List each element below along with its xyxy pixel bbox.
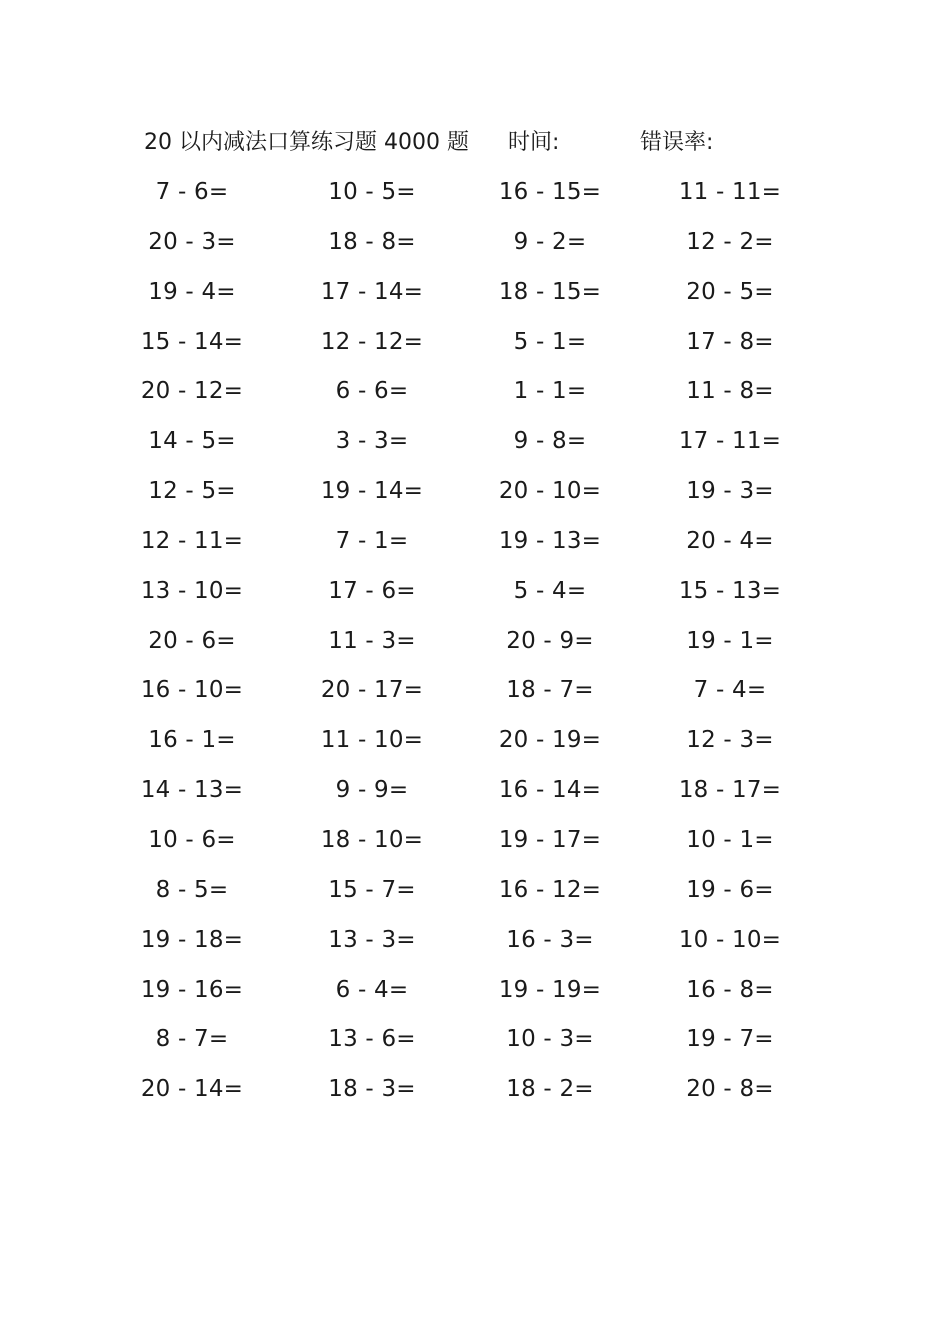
problem-item: 19 - 18=: [140, 926, 244, 953]
worksheet-title: 20 以内减法口算练习题 4000 题: [144, 130, 469, 155]
problem-item: 8 - 5=: [155, 876, 229, 903]
problem-item: 10 - 3=: [506, 1026, 594, 1053]
problem-item: 11 - 3=: [328, 627, 416, 654]
problem-item: 17 - 8=: [686, 328, 774, 355]
problem-row: [0, 274, 950, 324]
problem-item: 12 - 11=: [140, 527, 244, 554]
problem-item: 13 - 10=: [140, 577, 244, 604]
problem-item: 18 - 3=: [328, 1076, 416, 1103]
problem-item: 20 - 10=: [498, 478, 602, 505]
problem-item: 7 - 4=: [693, 677, 767, 704]
problem-row: [0, 324, 950, 374]
problem-item: 9 - 8=: [513, 428, 587, 455]
problem-item: 15 - 14=: [140, 328, 244, 355]
problem-item: 19 - 4=: [148, 278, 236, 305]
problem-item: 20 - 8=: [686, 1076, 774, 1103]
problem-item: 16 - 15=: [498, 179, 602, 205]
problem-item: 19 - 16=: [140, 976, 244, 1003]
problem-item: 16 - 1=: [148, 727, 236, 754]
problem-item: 18 - 2=: [506, 1076, 594, 1103]
problem-item: 7 - 6=: [155, 179, 229, 205]
problem-row: [0, 373, 950, 423]
problem-item: 19 - 14=: [320, 478, 424, 505]
problem-item: 19 - 3=: [686, 478, 774, 505]
problem-item: 20 - 5=: [686, 278, 774, 305]
problem-item: 5 - 4=: [513, 577, 587, 604]
problem-row: [0, 573, 950, 623]
problem-item: 18 - 8=: [328, 228, 416, 255]
problem-item: 10 - 1=: [686, 826, 774, 853]
problem-item: 19 - 17=: [498, 826, 602, 853]
problem-item: 13 - 3=: [328, 926, 416, 953]
problem-item: 8 - 7=: [155, 1026, 229, 1053]
problem-row: [0, 822, 950, 872]
problem-item: 20 - 9=: [506, 627, 594, 654]
problem-item: 19 - 13=: [498, 527, 602, 554]
problem-item: 7 - 1=: [335, 527, 409, 554]
problem-item: 11 - 11=: [678, 179, 782, 205]
problem-row: [0, 224, 950, 274]
problem-item: 20 - 6=: [148, 627, 236, 654]
problem-item: 14 - 5=: [148, 428, 236, 455]
problem-item: 11 - 10=: [320, 727, 424, 754]
problem-item: 19 - 6=: [686, 876, 774, 903]
problem-item: 20 - 17=: [320, 677, 424, 704]
problem-row: [0, 922, 950, 972]
problem-item: 16 - 10=: [140, 677, 244, 704]
problem-item: 1 - 1=: [513, 378, 587, 405]
problem-item: 12 - 12=: [320, 328, 424, 355]
problem-item: 12 - 2=: [686, 228, 774, 255]
problem-item: 5 - 1=: [513, 328, 587, 355]
problem-row: [0, 722, 950, 772]
problem-row: [0, 972, 950, 1022]
problem-item: 18 - 15=: [498, 278, 602, 305]
problem-row: [0, 523, 950, 573]
problem-item: 16 - 8=: [686, 976, 774, 1003]
time-label: 时间:: [508, 130, 560, 155]
problem-item: 15 - 13=: [678, 577, 782, 604]
problem-row: [0, 1021, 950, 1071]
problem-grid: [0, 174, 950, 1121]
problem-item: 14 - 13=: [140, 777, 244, 804]
problem-item: 20 - 19=: [498, 727, 602, 754]
problem-item: 20 - 4=: [686, 527, 774, 554]
problem-item: 20 - 3=: [148, 228, 236, 255]
problem-item: 10 - 10=: [678, 926, 782, 953]
problem-item: 10 - 6=: [148, 826, 236, 853]
problem-item: 15 - 7=: [328, 876, 416, 903]
problem-row: [0, 473, 950, 523]
problem-item: 10 - 5=: [328, 179, 416, 205]
problem-item: 16 - 12=: [498, 876, 602, 903]
problem-item: 20 - 14=: [140, 1076, 244, 1103]
problem-item: 19 - 1=: [686, 627, 774, 654]
problem-row: [0, 423, 950, 473]
problem-item: 17 - 6=: [328, 577, 416, 604]
problem-row: [0, 1071, 950, 1121]
problem-item: 11 - 8=: [686, 378, 774, 405]
problem-item: 17 - 11=: [678, 428, 782, 455]
problem-item: 18 - 7=: [506, 677, 594, 704]
problem-item: 20 - 12=: [140, 378, 244, 405]
problem-item: 13 - 6=: [328, 1026, 416, 1053]
problem-row: [0, 772, 950, 822]
problem-item: 17 - 14=: [320, 278, 424, 305]
problem-row: [0, 623, 950, 673]
problem-item: 6 - 4=: [335, 976, 409, 1003]
problem-item: 12 - 5=: [148, 478, 236, 505]
problem-item: 12 - 3=: [686, 727, 774, 754]
error-rate-label: 错误率:: [640, 130, 714, 155]
problem-item: 9 - 2=: [513, 228, 587, 255]
problem-item: 6 - 6=: [335, 378, 409, 405]
problem-row: [0, 872, 950, 922]
problem-item: 18 - 17=: [678, 777, 782, 804]
problem-item: 19 - 19=: [498, 976, 602, 1003]
problem-item: 9 - 9=: [335, 777, 409, 804]
problem-item: 16 - 3=: [506, 926, 594, 953]
problem-row: [0, 174, 950, 224]
problem-item: 18 - 10=: [320, 826, 424, 853]
problem-row: [0, 672, 950, 722]
problem-item: 3 - 3=: [335, 428, 409, 455]
problem-item: 19 - 7=: [686, 1026, 774, 1053]
problem-item: 16 - 14=: [498, 777, 602, 804]
